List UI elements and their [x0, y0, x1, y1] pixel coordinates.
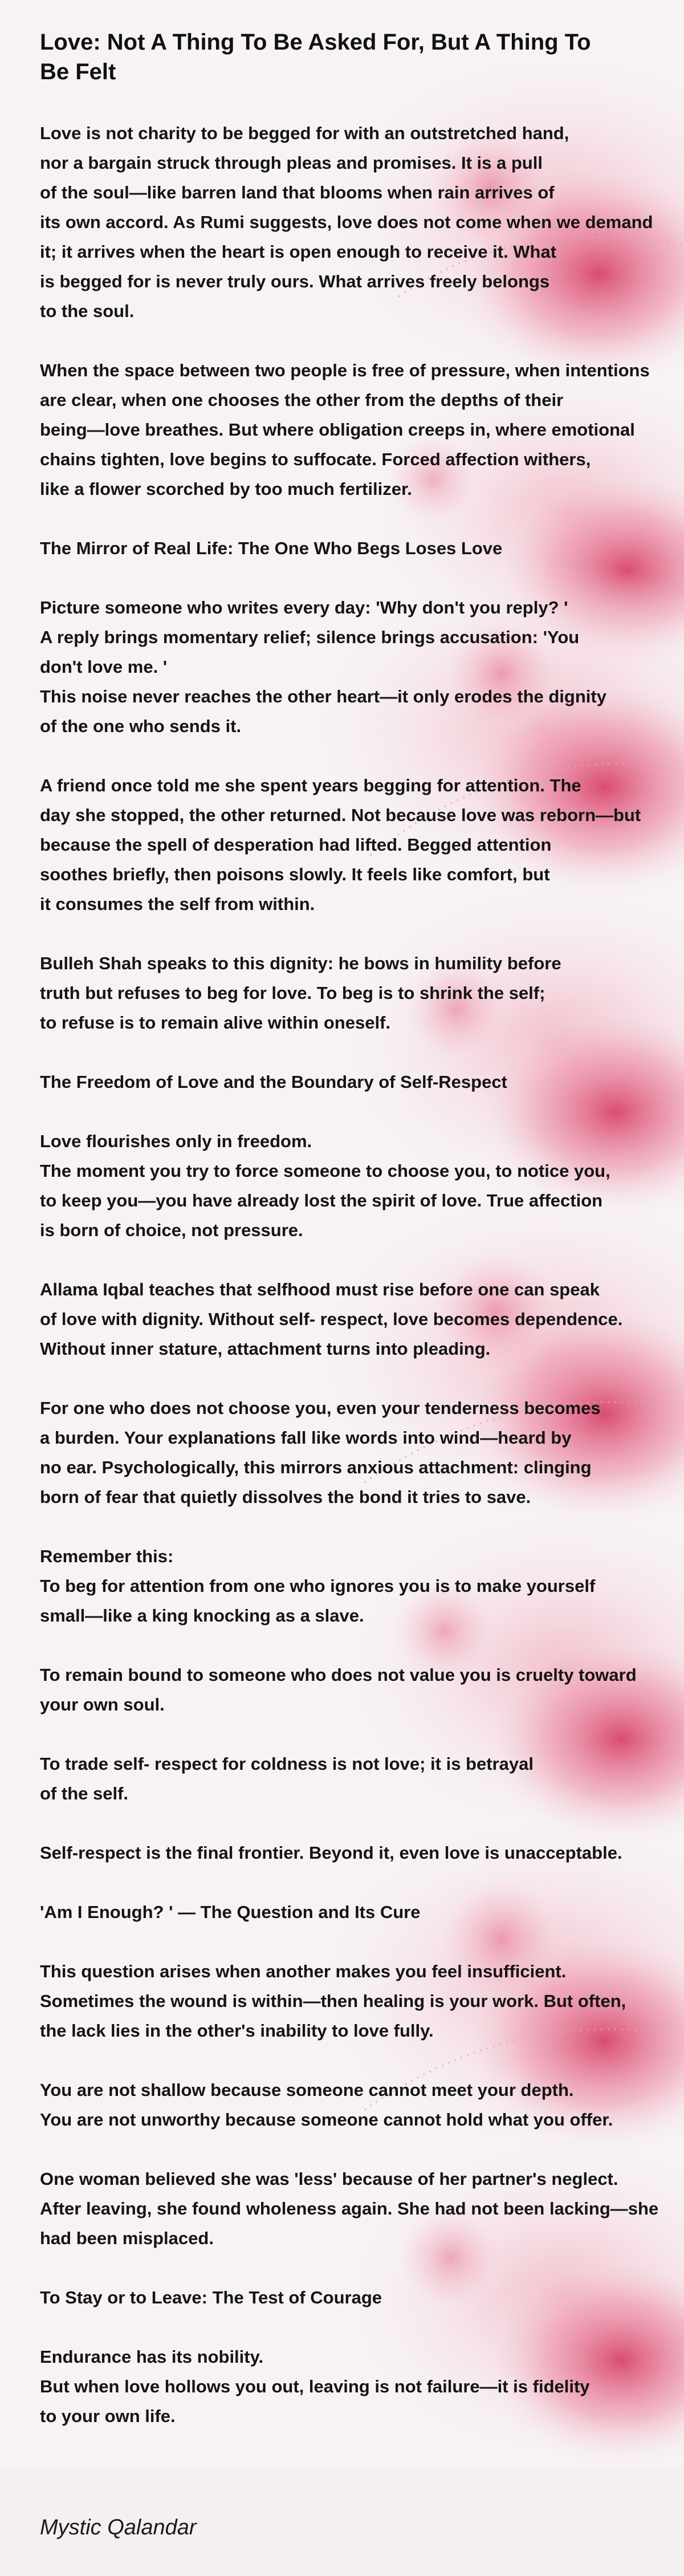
stanza	[40, 1275, 644, 1364]
poem-line: Allama Iqbal teaches that selfhood must rise before one can speak	[40, 1279, 600, 1299]
stanza	[40, 1067, 644, 1097]
poem-line: is begged for is never truly ours. What arrives freely belongs	[40, 271, 550, 291]
poem-line: Without inner stature, attachment turns into pleading.	[40, 1339, 491, 1359]
stanza	[40, 2283, 644, 2313]
poem-line: This question arises when another makes you feel insufficient.	[40, 1961, 567, 1981]
poem-line: A reply brings momentary relief; silence brings accusation: 'You	[40, 627, 580, 647]
poem-line: the lack lies in the other's inability to love fully.	[40, 2021, 434, 2041]
poem-line: To remain bound to someone who does not value you is cruelty toward	[40, 1665, 637, 1685]
poem-line: had been misplaced.	[40, 2228, 214, 2248]
poem-line: to keep you—you have already lost the spirit of love. True affection	[40, 1191, 603, 1210]
poem-line: chains tighten, love begins to suffocate. Forced affection withers,	[40, 449, 591, 469]
poem-line: Sometimes the wound is within—then healing is your work. But often,	[40, 1991, 626, 2011]
poem-line: The moment you try to force someone to choose you, to notice you,	[40, 1161, 610, 1181]
poem-line: no ear. Psychologically, this mirrors anxious attachment: clinging	[40, 1457, 592, 1477]
poem-line: You are not shallow because someone cannot meet your depth.	[40, 2080, 574, 2100]
poem-line: Picture someone who writes every day: 'Why don't you reply? '	[40, 598, 568, 617]
poem-line: of the self.	[40, 1783, 129, 1803]
poem-title: Love: Not A Thing To Be Asked For, But A Thing To Be Felt	[40, 30, 591, 84]
poem-line: This noise never reaches the other heart—it only erodes the dignity	[40, 686, 606, 706]
poem-line: One woman believed she was 'less' because of her partner's neglect.	[40, 2169, 618, 2189]
stanza	[40, 1957, 644, 2046]
poem-line: Bulleh Shah speaks to this dignity: he bows in humility before	[40, 953, 561, 973]
stanza	[40, 2075, 644, 2135]
poem-line: soothes briefly, then poisons slowly. It feels like comfort, but	[40, 864, 550, 884]
poem-line: a burden. Your explanations fall like words into wind—heard by	[40, 1428, 572, 1448]
poem-line: of the soul—like barren land that blooms when rain arrives of	[40, 182, 555, 202]
stanza	[40, 119, 653, 326]
stanza	[40, 1542, 644, 1631]
poem-line: your own soul.	[40, 1695, 165, 1714]
stanza	[40, 356, 650, 504]
poem-line: To trade self- respect for coldness is not love; it is betrayal	[40, 1754, 534, 1774]
poem-line: After leaving, she found wholeness again. She had not been lacking—she	[40, 2199, 659, 2219]
stanza	[40, 1393, 644, 1512]
poem-line: to the soul.	[40, 301, 135, 321]
stanza	[40, 771, 644, 919]
stanza	[40, 949, 644, 1038]
poem-line: small—like a king knocking as a slave.	[40, 1606, 364, 1626]
poem-line: The Freedom of Love and the Boundary of Self-Respect	[40, 1072, 507, 1092]
poem-line: is born of choice, not pressure.	[40, 1220, 303, 1240]
stanza	[40, 593, 644, 741]
poem-line: To beg for attention from one who ignores you is to make yourself	[40, 1576, 596, 1596]
poem-line: like a flower scorched by too much fertilizer.	[40, 479, 412, 499]
poem-line: The Mirror of Real Life: The One Who Begs Loses Love	[40, 538, 503, 558]
stanza	[40, 1749, 644, 1809]
poem-line: it consumes the self from within.	[40, 894, 315, 914]
stanza	[40, 534, 644, 563]
poem-line: of love with dignity. Without self- respect, love becomes dependence.	[40, 1309, 623, 1329]
author-name[interactable]: Mystic Qalandar	[40, 2516, 197, 2540]
poem-line: Self-respect is the final frontier. Beyond it, even love is unacceptable.	[40, 1843, 622, 1863]
poem-line: of the one who sends it.	[40, 716, 242, 736]
poem-line: being—love breathes. But where obligation creeps in, where emotional	[40, 420, 635, 440]
poem-line: truth but refuses to beg for love. To beg is to shrink the self;	[40, 983, 545, 1003]
poem-line: Love flourishes only in freedom.	[40, 1131, 312, 1151]
poem-line: are clear, when one chooses the other from the depths of their	[40, 390, 564, 410]
poem-line: A friend once told me she spent years begging for attention. The	[40, 775, 581, 795]
poem-line: because the spell of desperation had lifted. Begged attention	[40, 835, 552, 855]
poem-line: You are not unworthy because someone cannot hold what you offer.	[40, 2110, 613, 2130]
poem-line: born of fear that quietly dissolves the bond it tries to save.	[40, 1487, 531, 1507]
poem-line: To Stay or to Leave: The Test of Courage	[40, 2287, 382, 2307]
poem-line: it; it arrives when the heart is open enough to receive it. What	[40, 242, 557, 262]
poem-line: nor a bargain struck through pleas and promises. It is a pull	[40, 153, 543, 173]
stanza	[40, 1127, 644, 1245]
poem-line: to your own life.	[40, 2406, 176, 2426]
poem-body	[40, 119, 659, 2431]
poem-line: Endurance has its nobility.	[40, 2347, 264, 2367]
stanza	[40, 1660, 644, 1720]
poem-line: 'Am I Enough? ' — The Question and Its Cure	[40, 1902, 421, 1922]
poem-line: day she stopped, the other returned. Not because love was reborn—but	[40, 805, 641, 825]
poem-line: For one who does not choose you, even your tenderness becomes	[40, 1398, 601, 1418]
stanza	[40, 1838, 644, 1868]
poem-line: But when love hollows you out, leaving is not failure—it is fidelity	[40, 2376, 590, 2396]
stanza	[40, 2342, 644, 2431]
stanza	[40, 1898, 644, 1927]
poem-line: Remember this:	[40, 1546, 174, 1566]
poem-line: don't love me. '	[40, 657, 168, 677]
poem-line: to refuse is to remain alive within oneself.	[40, 1013, 390, 1033]
poem-line: Love is not charity to be begged for with an outstretched hand,	[40, 123, 569, 143]
poem-line: When the space between two people is free of pressure, when intentions	[40, 360, 650, 380]
poem-line: its own accord. As Rumi suggests, love does not come when we demand	[40, 212, 653, 232]
stanza	[40, 2164, 659, 2253]
